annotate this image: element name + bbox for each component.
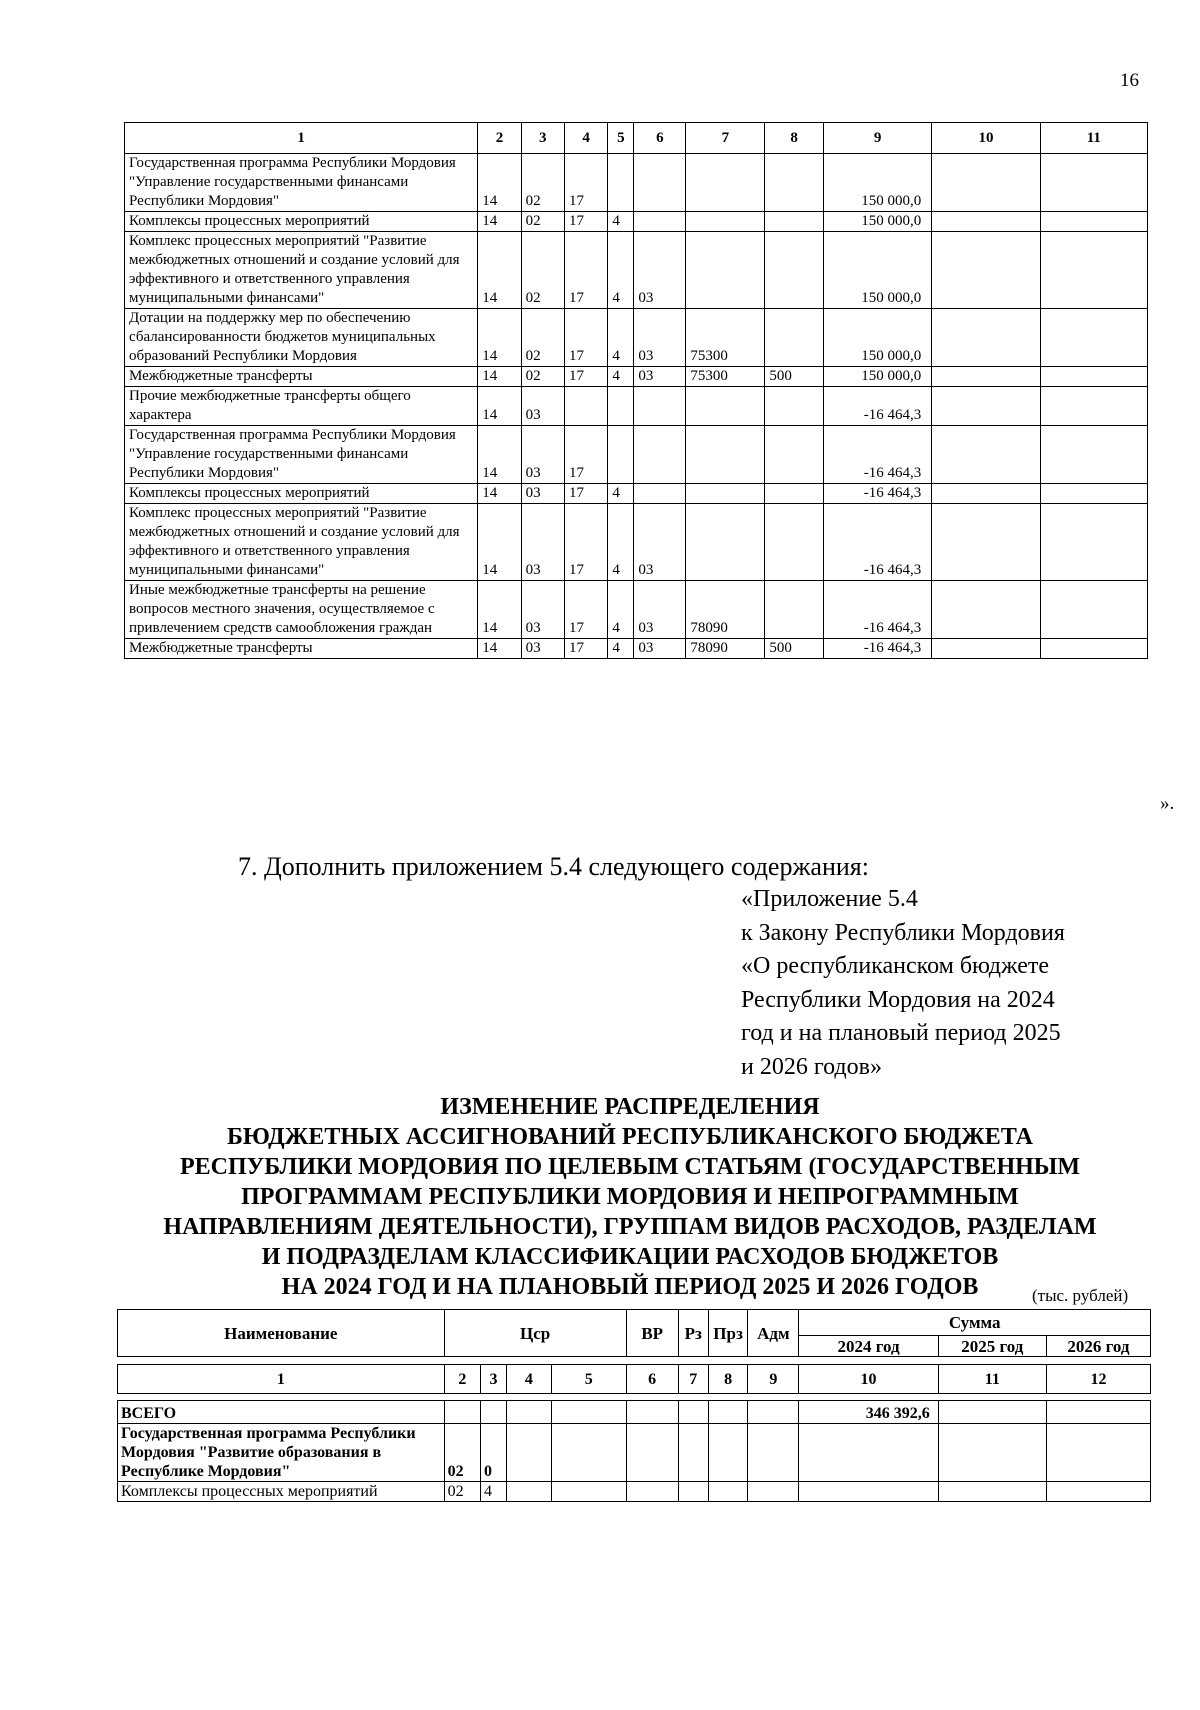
cell: 78090	[686, 639, 765, 659]
title-line: БЮДЖЕТНЫХ АССИГНОВАНИЙ РЕСПУБЛИКАНСКОГО БЮДЖЕТА	[227, 1124, 1033, 1150]
title-line: И ПОДРАЗДЕЛАМ КЛАССИФИКАЦИИ РАСХОДОВ БЮДЖЕТОВ	[261, 1244, 999, 1270]
cell: 03	[521, 426, 564, 484]
cell	[626, 1482, 678, 1502]
cell: 4	[608, 639, 634, 659]
cell: 500	[765, 367, 824, 387]
table-row	[118, 1482, 1151, 1502]
cell	[507, 1424, 552, 1482]
amount-cell: 150 000,0	[823, 212, 931, 232]
amount-cell: -16 464,3	[823, 426, 931, 484]
appendix-line: «О республиканском бюджете	[741, 953, 1050, 979]
header-year-2025: 2025 год	[938, 1336, 1046, 1357]
cell	[748, 1482, 799, 1502]
table-row	[125, 367, 1148, 387]
row-name: Комплексы процессных мероприятий	[125, 484, 478, 504]
table-row	[118, 1424, 1151, 1482]
cell	[634, 426, 686, 484]
table-row	[125, 639, 1148, 659]
cell: 75300	[686, 309, 765, 367]
cell: 03	[521, 504, 564, 581]
cell	[765, 212, 824, 232]
cell	[1040, 232, 1147, 309]
row-name: ВСЕГО	[118, 1401, 445, 1424]
cell: 17	[564, 212, 607, 232]
cell: 4	[608, 484, 634, 504]
cell	[564, 387, 607, 426]
cell: 02	[521, 309, 564, 367]
cell: 4	[608, 504, 634, 581]
units-label: (тыс. рублей)	[1032, 1286, 1129, 1305]
cell: 4	[608, 232, 634, 309]
cell: 02	[521, 367, 564, 387]
cell: 75300	[686, 367, 765, 387]
cell	[1040, 212, 1147, 232]
cell	[765, 581, 824, 639]
cell	[634, 484, 686, 504]
cell	[678, 1424, 708, 1482]
column-number: 1	[118, 1365, 445, 1394]
column-number: 2	[478, 123, 521, 154]
row-name: Государственная программа Республики Мордовия "Управление государственными финансами Республики Мордовия"	[125, 154, 478, 212]
table-row	[125, 426, 1148, 484]
amount-cell: 150 000,0	[823, 154, 931, 212]
cell: 03	[634, 639, 686, 659]
cell	[1040, 484, 1147, 504]
cell: 02	[521, 232, 564, 309]
cell: 03	[521, 639, 564, 659]
column-number: 8	[765, 123, 824, 154]
cell	[708, 1482, 748, 1502]
cell: 17	[564, 504, 607, 581]
cell: 03	[634, 581, 686, 639]
amount-cell: 150 000,0	[823, 232, 931, 309]
cell: 14	[478, 154, 521, 212]
cell: 17	[564, 309, 607, 367]
cell: 4	[608, 581, 634, 639]
column-number: 11	[1040, 123, 1147, 154]
appendix-line: Республики Мордовия на 2024	[741, 986, 1055, 1013]
cell	[1046, 1482, 1150, 1502]
table-row	[125, 484, 1148, 504]
cell	[932, 154, 1040, 212]
cell	[932, 581, 1040, 639]
header-year-2024: 2024 год	[799, 1336, 938, 1357]
table-row	[125, 504, 1148, 581]
amount-cell: -16 464,3	[823, 581, 931, 639]
cell	[507, 1401, 552, 1424]
cell: 03	[634, 367, 686, 387]
cell: 02	[444, 1482, 480, 1502]
cell	[678, 1401, 708, 1424]
cell	[686, 504, 765, 581]
cell	[1040, 639, 1147, 659]
column-number: 9	[748, 1365, 799, 1394]
row-name: Государственная программа Республики Мордовия "Управление государственными финансами Республики Мордовия"	[125, 426, 478, 484]
cell	[932, 426, 1040, 484]
column-number: 10	[932, 123, 1040, 154]
column-number: 9	[823, 123, 931, 154]
cell	[932, 309, 1040, 367]
row-name: Комплексы процессных мероприятий	[125, 212, 478, 232]
appendix-line: «Приложение 5.4	[741, 886, 918, 912]
cell: 17	[564, 367, 607, 387]
row-name: Комплекс процессных мероприятий "Развитие межбюджетных отношений и создание условий для эффективного и ответственного управления муниципальными финансами"	[125, 232, 478, 309]
cell: 14	[478, 504, 521, 581]
title-line: НАПРАВЛЕНИЯМ ДЕЯТЕЛЬНОСТИ), ГРУППАМ ВИДОВ РАСХОДОВ, РАЗДЕЛАМ	[163, 1214, 1097, 1240]
appendix-line: и 2026 годов»	[741, 1053, 882, 1080]
section-heading: 7. Дополнить приложением 5.4 следующего содержания:	[238, 852, 869, 881]
cell	[932, 212, 1040, 232]
cell	[932, 387, 1040, 426]
cell	[1040, 154, 1147, 212]
title-line: ИЗМЕНЕНИЕ РАСПРЕДЕЛЕНИЯ	[440, 1094, 820, 1120]
cell: 500	[765, 639, 824, 659]
cell	[444, 1401, 480, 1424]
appendix-line: год и на плановый период 2025	[741, 1020, 1061, 1046]
table-row	[125, 309, 1148, 367]
table-row	[125, 154, 1148, 212]
document-title	[130, 1092, 1130, 1302]
amount-cell: -16 464,3	[823, 504, 931, 581]
cell	[1040, 504, 1147, 581]
column-number: 11	[938, 1365, 1046, 1394]
cell: 03	[634, 232, 686, 309]
column-number: 6	[626, 1365, 678, 1394]
cell	[608, 387, 634, 426]
cell	[765, 154, 824, 212]
cell	[932, 484, 1040, 504]
cell: 4	[481, 1482, 507, 1502]
cell	[765, 309, 824, 367]
header-prz: Прз	[708, 1310, 748, 1357]
expenditure-table-continued	[124, 122, 1148, 659]
header-adm: Адм	[748, 1310, 799, 1357]
cell: 17	[564, 426, 607, 484]
cell: 17	[564, 639, 607, 659]
cell: 14	[478, 581, 521, 639]
column-number: 1	[125, 123, 478, 154]
cell: 03	[521, 387, 564, 426]
column-number: 4	[507, 1365, 552, 1394]
cell	[1046, 1424, 1150, 1482]
cell	[748, 1401, 799, 1424]
cell: 03	[634, 504, 686, 581]
column-number: 12	[1046, 1365, 1150, 1394]
column-number-row	[118, 1365, 1151, 1394]
cell	[932, 639, 1040, 659]
cell	[678, 1482, 708, 1502]
cell	[1040, 309, 1147, 367]
cell	[765, 426, 824, 484]
header-vr: ВР	[626, 1310, 678, 1357]
cell: 14	[478, 232, 521, 309]
column-number: 7	[686, 123, 765, 154]
cell: 03	[521, 581, 564, 639]
column-number: 10	[799, 1365, 938, 1394]
title-line: НА 2024 ГОД И НА ПЛАНОВЫЙ ПЕРИОД 2025 И 2026 ГОДОВ	[281, 1274, 979, 1300]
cell	[551, 1401, 626, 1424]
amount-cell: -16 464,3	[823, 639, 931, 659]
cell	[686, 387, 765, 426]
cell	[686, 154, 765, 212]
cell	[932, 504, 1040, 581]
column-number-row	[125, 123, 1148, 154]
cell	[932, 232, 1040, 309]
amount-cell: 150 000,0	[823, 367, 931, 387]
column-number: 5	[551, 1365, 626, 1394]
cell	[748, 1424, 799, 1482]
allocation-table-header	[117, 1309, 1151, 1357]
cell	[551, 1424, 626, 1482]
column-number: 3	[481, 1365, 507, 1394]
cell	[551, 1482, 626, 1502]
cell	[765, 232, 824, 309]
column-number: 2	[444, 1365, 480, 1394]
column-number: 7	[678, 1365, 708, 1394]
amount-cell: -16 464,3	[823, 387, 931, 426]
row-name: Иные межбюджетные трансферты на решение вопросов местного значения, осуществляемое с привлечением средств самообложения граждан	[125, 581, 478, 639]
cell	[1040, 367, 1147, 387]
cell: 0	[481, 1424, 507, 1482]
row-name: Дотации на поддержку мер по обеспечению сбалансированности бюджетов муниципальных образований Республики Мордовия	[125, 309, 478, 367]
cell: 02	[521, 212, 564, 232]
row-name: Комплексы процессных мероприятий	[118, 1482, 445, 1502]
header-year-2026: 2026 год	[1046, 1336, 1150, 1357]
cell	[626, 1424, 678, 1482]
cell: 78090	[686, 581, 765, 639]
row-name: Прочие межбюджетные трансферты общего характера	[125, 387, 478, 426]
amount-cell	[799, 1424, 938, 1482]
column-number: 5	[608, 123, 634, 154]
cell: 14	[478, 367, 521, 387]
cell	[765, 484, 824, 504]
cell: 14	[478, 484, 521, 504]
appendix-reference	[741, 883, 1065, 1084]
cell: 14	[478, 309, 521, 367]
cell	[686, 232, 765, 309]
amount-cell: 150 000,0	[823, 309, 931, 367]
row-name: Межбюджетные трансферты	[125, 367, 478, 387]
table-row	[125, 581, 1148, 639]
cell: 17	[564, 484, 607, 504]
amount-cell	[799, 1482, 938, 1502]
page-number: 16	[1120, 70, 1139, 91]
cell: 03	[634, 309, 686, 367]
cell	[608, 154, 634, 212]
cell	[938, 1482, 1046, 1502]
cell	[765, 504, 824, 581]
header-sum: Сумма	[799, 1310, 1151, 1336]
cell	[938, 1401, 1046, 1424]
cell: 4	[608, 367, 634, 387]
row-name: Комплекс процессных мероприятий "Развитие межбюджетных отношений и создание условий для эффективного и ответственного управления муниципальными финансами"	[125, 504, 478, 581]
cell: 17	[564, 232, 607, 309]
cell	[1040, 426, 1147, 484]
cell	[634, 212, 686, 232]
cell	[686, 426, 765, 484]
cell	[634, 387, 686, 426]
cell: 02	[444, 1424, 480, 1482]
appendix-line: к Закону Республики Мордовия	[741, 919, 1065, 946]
table-row	[125, 387, 1148, 426]
cell	[626, 1401, 678, 1424]
amount-cell: 346 392,6	[799, 1401, 938, 1424]
header-rz: Рз	[678, 1310, 708, 1357]
title-line: РЕСПУБЛИКИ МОРДОВИЯ ПО ЦЕЛЕВЫМ СТАТЬЯМ (ГОСУДАРСТВЕННЫМ	[179, 1154, 1081, 1180]
column-number: 4	[564, 123, 607, 154]
cell	[634, 154, 686, 212]
cell	[507, 1482, 552, 1502]
allocation-table	[117, 1364, 1151, 1502]
row-name: Межбюджетные трансферты	[125, 639, 478, 659]
cell: 14	[478, 426, 521, 484]
cell	[481, 1401, 507, 1424]
cell: 14	[478, 639, 521, 659]
cell	[932, 367, 1040, 387]
cell: 17	[564, 581, 607, 639]
cell	[765, 387, 824, 426]
amount-cell: -16 464,3	[823, 484, 931, 504]
table-row	[125, 212, 1148, 232]
cell	[1040, 387, 1147, 426]
cell: 4	[608, 309, 634, 367]
cell	[608, 426, 634, 484]
title-line: ПРОГРАММАМ РЕСПУБЛИКИ МОРДОВИЯ И НЕПРОГРАММНЫМ	[241, 1184, 1019, 1210]
cell	[708, 1424, 748, 1482]
header-csr: Цср	[444, 1310, 626, 1357]
cell: 17	[564, 154, 607, 212]
cell	[1046, 1401, 1150, 1424]
closing-quote: ».	[1160, 793, 1175, 814]
table-row	[125, 232, 1148, 309]
cell: 02	[521, 154, 564, 212]
cell	[1040, 581, 1147, 639]
header-name: Наименование	[118, 1310, 445, 1357]
column-number: 8	[708, 1365, 748, 1394]
table-row	[118, 1401, 1151, 1424]
cell	[708, 1401, 748, 1424]
row-name: Государственная программа Республики Мордовия "Развитие образования в Республике Мордовия"	[118, 1424, 445, 1482]
column-number: 3	[521, 123, 564, 154]
column-number: 6	[634, 123, 686, 154]
cell: 14	[478, 212, 521, 232]
cell: 03	[521, 484, 564, 504]
cell: 14	[478, 387, 521, 426]
cell	[686, 212, 765, 232]
cell	[686, 484, 765, 504]
cell	[938, 1424, 1046, 1482]
cell: 4	[608, 212, 634, 232]
